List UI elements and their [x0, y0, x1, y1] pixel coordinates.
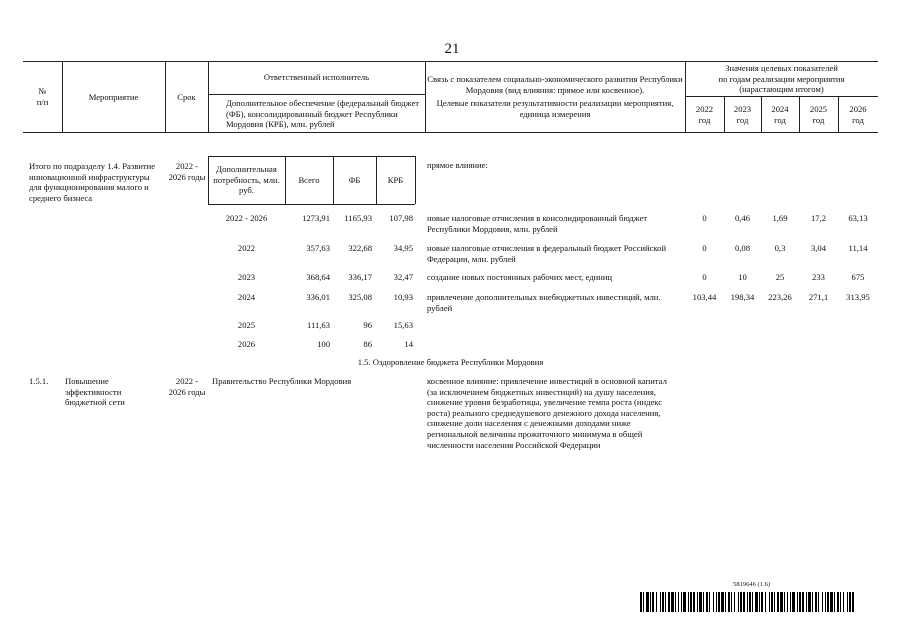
- subheader-fb: ФБ: [348, 175, 361, 185]
- funding-krb: 32,47: [393, 272, 413, 282]
- funding-period: 2024: [237, 292, 256, 302]
- indicator-value: 271,1: [808, 292, 829, 302]
- funding-krb: 107,98: [389, 213, 413, 223]
- indicator-value: 17,2: [810, 213, 827, 223]
- header-responsible: Ответственный исполнитель: [263, 72, 370, 82]
- funding-fb: 1165,93: [344, 213, 372, 223]
- funding-all: 1273,91: [302, 213, 330, 223]
- funding-krb: 14: [404, 339, 413, 349]
- indicator-value: 63,13: [848, 213, 868, 223]
- funding-all: 111,63: [307, 320, 330, 330]
- subheader-need: Дополнительная потребность, млн. руб.: [213, 164, 280, 196]
- footer-code: 5819646 (1.6): [733, 581, 770, 588]
- header-link-2: Целевые показатели результативности реализации мероприятия, единица измерения: [436, 98, 674, 119]
- total-influence: прямое влияние:: [427, 160, 488, 170]
- funding-period: 2022: [237, 243, 256, 253]
- indicator-text: новые налоговые отчисления в федеральный бюджет Российской Федерации, млн. рублей: [427, 243, 667, 264]
- indicator-value: 10: [738, 272, 747, 282]
- subheader-krb: КРБ: [387, 175, 404, 185]
- funding-period: 2022 - 2026: [225, 213, 268, 223]
- item-responsible: Правительство Республики Мордовия: [212, 376, 352, 386]
- header-term: Срок: [177, 92, 196, 102]
- indicator-value: 0,3: [774, 243, 786, 253]
- header-num: № п/п: [36, 86, 49, 107]
- item-term: 2022 - 2026 годы: [168, 376, 206, 397]
- indicator-value: 1,69: [772, 213, 788, 223]
- indicator-value: 0,08: [734, 243, 751, 253]
- indicator-value: 313,95: [846, 292, 870, 302]
- indicator-value: 0,46: [734, 213, 751, 223]
- header-event: Мероприятие: [88, 92, 139, 102]
- funding-krb: 15,63: [393, 320, 413, 330]
- item-number: 1.5.1.: [29, 376, 49, 386]
- indicator-value: 675: [851, 272, 865, 282]
- indicator-value: 223,26: [768, 292, 792, 302]
- item-link: косвенное влияние: привлечение инвестиций в основной капитал (за исключением бюджетных инвестиций) на душу населения, снижение уровня безработицы, увеличение темпа роста (индекс роста) реального среднедушевого денежного дохода населения, снижение доли населения с денежными доходами ниже региональной величины прожиточного минимума в общей численности населения Российской Федерации: [427, 376, 667, 450]
- indicator-value: 0: [702, 213, 707, 223]
- funding-fb: 322,68: [348, 243, 372, 253]
- indicator-value: 0: [702, 272, 707, 282]
- funding-all: 336,01: [306, 292, 330, 302]
- indicator-text: новые налоговые отчисления в консолидированный бюджет Республики Мордовия, млн. рублей: [427, 213, 648, 234]
- funding-all: 368,64: [306, 272, 330, 282]
- indicator-value: 103,44: [692, 292, 717, 302]
- subheader-all: Всего: [298, 175, 320, 185]
- funding-fb: 325,08: [348, 292, 372, 302]
- funding-all: 357,63: [306, 243, 330, 253]
- item-event: Повышение эффективности бюджетной сети: [65, 376, 125, 408]
- indicator-text: привлечение дополнительных внебюджетных инвестиций, млн. рублей: [427, 292, 661, 313]
- indicator-text: создание новых постоянных рабочих мест, единиц: [427, 272, 613, 282]
- year-2025: 2025 год: [809, 104, 828, 125]
- header-link-1: Связь с показателем социально-экономического развития Республики Мордовия (вид влияния: прямое или косвенное).: [427, 74, 683, 95]
- funding-fb: 86: [363, 339, 372, 349]
- funding-fb: 96: [363, 320, 372, 330]
- indicator-value: 233: [812, 272, 825, 282]
- funding-all: 100: [317, 339, 330, 349]
- total-section-term: 2022 - 2026 годы: [168, 161, 206, 182]
- barcode: [640, 592, 855, 612]
- indicator-value: 0: [702, 243, 707, 253]
- funding-krb: 34,95: [393, 243, 413, 253]
- indicator-value: 198,34: [730, 292, 755, 302]
- indicator-value: 25: [775, 272, 785, 282]
- funding-krb: 10,93: [393, 292, 413, 302]
- year-2024: 2024 год: [771, 104, 789, 125]
- header-values: Значения целевых показателей по годам реализации мероприятия (нарастающим итогом): [718, 63, 845, 95]
- section-title: 1.5. Оздоровление бюджета Республики Мордовия: [357, 357, 544, 367]
- indicator-value: 11,14: [848, 243, 868, 253]
- header-funding: Дополнительное обеспечение (федеральный бюджет (ФБ), консолидированный бюджет Республики Мордовия (КРБ), млн. рублей: [226, 98, 420, 130]
- page-number: 21: [444, 41, 460, 57]
- funding-period: 2025: [237, 320, 256, 330]
- year-2022: 2022 год: [695, 104, 714, 125]
- funding-period: 2023: [237, 272, 256, 282]
- indicator-value: 3,04: [810, 243, 827, 253]
- funding-fb: 336,17: [348, 272, 372, 282]
- total-section-title: Итого по подразделу 1.4. Развитие инновационной инфраструктуры для функционирования малого и среднего бизнеса: [29, 161, 156, 203]
- year-2026: 2026 год: [849, 104, 867, 125]
- funding-period: 2026: [237, 339, 256, 349]
- year-2023: 2023 год: [733, 104, 752, 125]
